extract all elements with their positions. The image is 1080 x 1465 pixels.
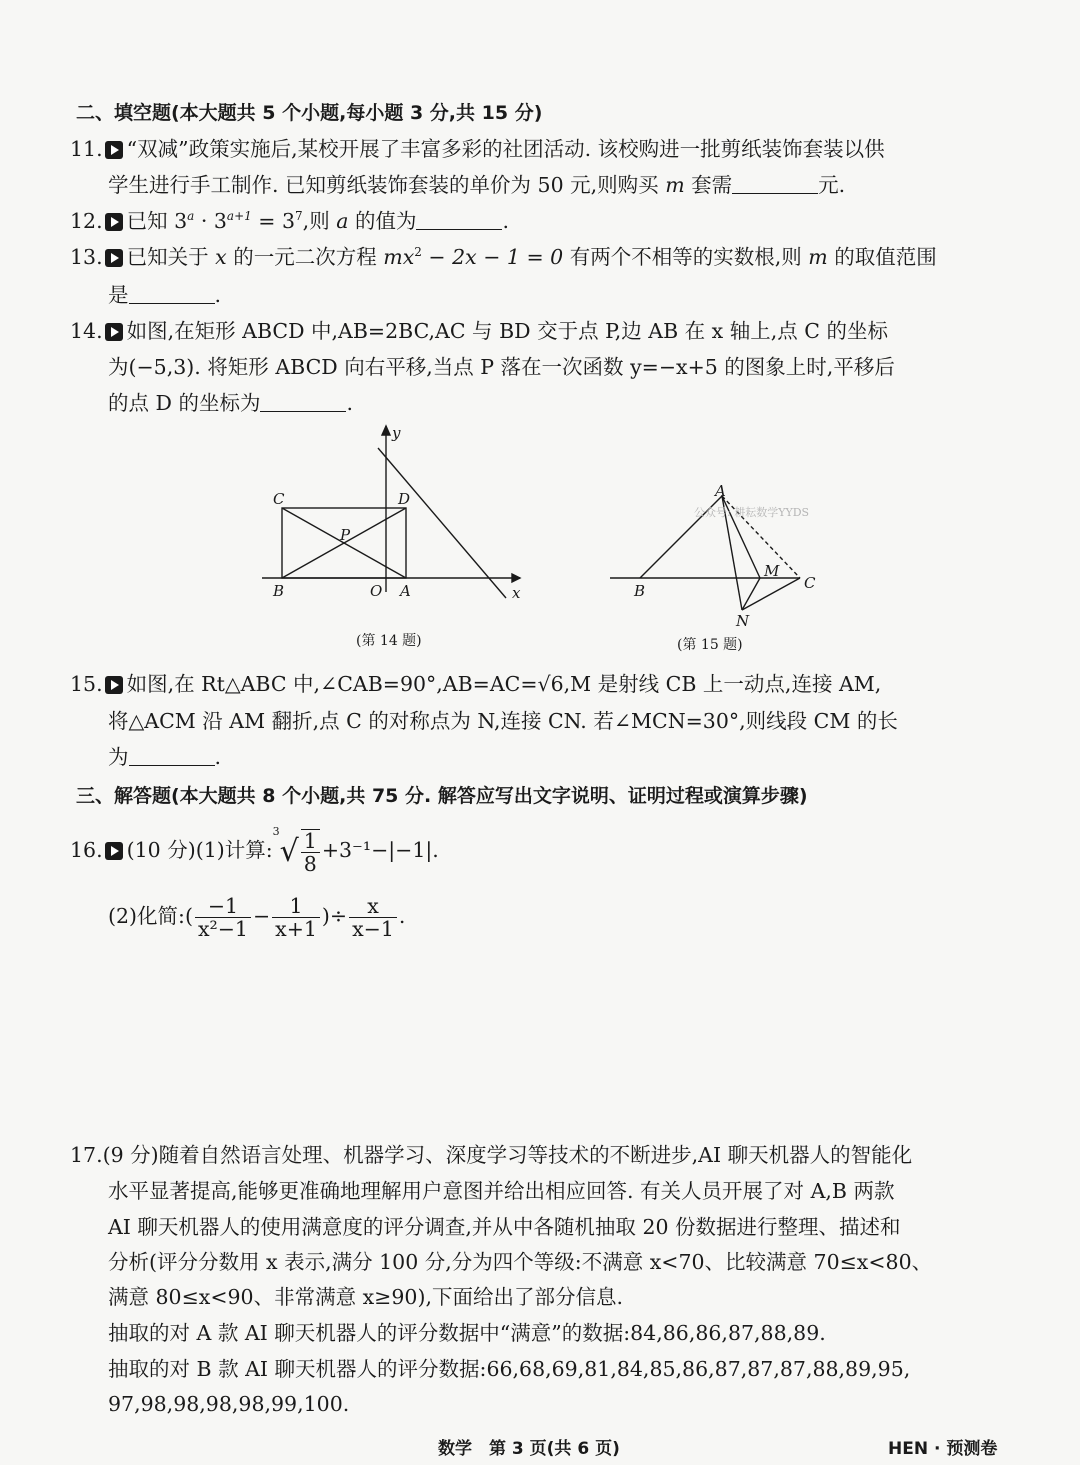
q13-var-m: m xyxy=(808,245,828,269)
frac1-denominator: x²−1 xyxy=(197,917,248,941)
q12-exp-3: 7 xyxy=(295,209,303,223)
label-a14: A xyxy=(400,582,411,600)
q13-eq-sup: 2 xyxy=(414,245,422,259)
fig14-caption: (第 14 题) xyxy=(356,633,422,649)
q15-line2: 将△ACM 沿 AM 翻折,点 C 的对称点为 N,连接 CN. 若∠MCN=30°,则线段 CM 的长 xyxy=(108,709,898,733)
q11-line2 xyxy=(108,172,845,198)
q15-text-1: 如图,在 Rt△ABC 中,∠CAB=90°,AB=AC=√6,M 是射线 CB 上一动点,连接 AM, xyxy=(126,672,882,696)
frac3-numerator: x xyxy=(349,895,397,918)
answer-blank xyxy=(732,175,818,194)
label-a15: A xyxy=(715,482,726,500)
fraction-1-8 xyxy=(301,829,320,875)
q16-part2 xyxy=(108,888,405,944)
q17-number: 17. xyxy=(70,1143,103,1167)
q14-line1 xyxy=(70,318,888,344)
label-y: y xyxy=(392,424,401,442)
q12-exp-1: a xyxy=(187,209,195,223)
q13-text-b: 的一元二次方程 xyxy=(226,245,384,269)
y-axis-arrow xyxy=(382,426,390,435)
q17-line1 xyxy=(70,1142,912,1168)
line-y-neg-x-plus-5 xyxy=(378,448,506,598)
video-play-icon[interactable] xyxy=(105,213,123,231)
frac2-numerator: 1 xyxy=(272,895,320,918)
label-p: P xyxy=(340,526,351,544)
q17-line8: 97,98,98,98,98,99,100. xyxy=(108,1392,350,1416)
divide-sign: )÷ xyxy=(321,904,348,928)
q17-line7: 抽取的对 B 款 AI 聊天机器人的评分数据:66,68,69,81,84,85,86,87,87,87,88,89,95, xyxy=(108,1357,911,1381)
q15-number: 15. xyxy=(70,672,103,696)
figures-area xyxy=(0,420,1080,660)
section2-header: 二、填空题(本大题共 5 个小题,每小题 3 分,共 15 分) xyxy=(76,102,543,124)
label-b14: B xyxy=(273,582,285,600)
q13-text-c: 有两个不相等的实数根,则 xyxy=(563,245,809,269)
q14-line2: 为(−5,3). 将矩形 ABCD 向右平移,当点 P 落在一次函数 y=−x+5 的图象上时,平移后 xyxy=(108,355,895,379)
q17-line6: 抽取的对 A 款 AI 聊天机器人的评分数据中“满意”的数据:84,86,86,87,88,89. xyxy=(108,1321,826,1345)
q11-text-1: “双减”政策实施后,某校开展了丰富多彩的社团活动. 该校购进一批剪纸装饰套装以供 xyxy=(126,137,885,161)
q11-text-2a: 学生进行手工制作. 已知剪纸装饰套装的单价为 50 元,则购买 xyxy=(108,173,666,197)
q12-text-a: 已知 3 xyxy=(126,209,188,233)
answer-blank xyxy=(416,211,502,230)
video-play-icon[interactable] xyxy=(105,842,123,860)
q15-line1 xyxy=(70,671,881,697)
q16-part2-label: (2)化简:( xyxy=(108,904,193,928)
label-c15: C xyxy=(804,574,816,592)
frac3-denominator: x−1 xyxy=(352,917,394,941)
video-play-icon[interactable] xyxy=(105,249,123,267)
section3-header: 三、解答题(本大题共 8 个小题,共 75 分. 解答应写出文字说明、证明过程或演算步骤) xyxy=(76,785,808,807)
q13-line2 xyxy=(108,282,221,308)
q16-end: . xyxy=(398,904,406,928)
minus-sign: − xyxy=(252,904,271,928)
fig15-caption: (第 15 题) xyxy=(677,637,743,653)
q16-part1-tail: +3⁻¹−|−1|. xyxy=(321,838,439,862)
label-m: M xyxy=(764,562,780,580)
label-n: N xyxy=(736,612,750,630)
video-play-icon[interactable] xyxy=(105,323,123,341)
q14-text-end: . xyxy=(346,391,353,415)
q14-text-3: 的点 D 的坐标为 xyxy=(108,391,261,415)
label-b15: B xyxy=(634,582,646,600)
q13-text-2: 是 xyxy=(108,283,129,307)
watermark: 公众号: 耕耘数学YYDS xyxy=(694,506,810,519)
q17-line3: AI 聊天机器人的使用满意度的评分调查,并从中各随机抽取 20 份数据进行整理、描述和 xyxy=(108,1215,901,1239)
q15-line3 xyxy=(108,744,221,770)
label-d: D xyxy=(398,490,411,508)
q12-exp-2: a+1 xyxy=(226,209,252,223)
answer-blank xyxy=(260,393,346,412)
label-c14: C xyxy=(273,490,285,508)
q16-number: 16. xyxy=(70,838,103,862)
label-o: O xyxy=(370,582,383,600)
q13-eq-1: mx xyxy=(383,245,415,269)
frac2-denominator: x+1 xyxy=(275,917,317,941)
x-axis-arrow xyxy=(512,574,520,582)
q14-text-1: 如图,在矩形 ABCD 中,AB=2BC,AC 与 BD 交于点 P,边 AB 在 x 轴上,点 C 的坐标 xyxy=(126,319,888,343)
frac-numerator: 1 xyxy=(301,830,320,853)
q12-line xyxy=(70,208,509,234)
q13-text-d: 的取值范围 xyxy=(827,245,937,269)
q11-var-m: m xyxy=(665,173,685,197)
q12-var-a: a xyxy=(336,209,349,233)
q13-text-a: 已知关于 xyxy=(126,245,216,269)
q13-number: 13. xyxy=(70,245,103,269)
q12-text-e: 的值为 xyxy=(348,209,417,233)
q15-text-end: . xyxy=(214,745,222,769)
fraction-3 xyxy=(349,895,397,940)
q16-part1-label: (10 分)(1)计算: xyxy=(126,838,273,862)
q12-number: 12. xyxy=(70,209,103,233)
cube-root-index: 3 xyxy=(272,825,280,838)
q13-eq-2: − 2x − 1 = 0 xyxy=(421,245,564,269)
q15-text-3: 为 xyxy=(108,745,129,769)
q12-text-end: . xyxy=(502,209,510,233)
q13-text-end: . xyxy=(214,283,222,307)
frac1-numerator: −1 xyxy=(195,895,251,918)
page-footer-center: 数学 第 3 页(共 6 页) xyxy=(438,1439,620,1459)
q17-line5: 满意 80≤x<90、非常满意 x≥90),下面给出了部分信息. xyxy=(108,1285,623,1309)
fraction-2 xyxy=(272,895,320,940)
q17-text-1: (9 分)随着自然语言处理、机器学习、深度学习等技术的不断进步,AI 聊天机器人的智能化 xyxy=(102,1143,913,1167)
video-play-icon[interactable] xyxy=(105,141,123,159)
q17-line4: 分析(评分分数用 x 表示,满分 100 分,分为四个等级:不满意 x<70、比较满意 70≤x<80、 xyxy=(108,1250,933,1274)
fraction-1 xyxy=(195,895,251,940)
q13-line1 xyxy=(70,244,937,270)
q13-var-x: x xyxy=(215,245,227,269)
q11-line1 xyxy=(70,136,885,162)
page-footer-right: HEN · 预测卷 xyxy=(888,1439,998,1459)
q12-text-b: · 3 xyxy=(194,209,227,233)
answer-blank xyxy=(129,747,215,766)
q11-text-2b: 套需 xyxy=(684,173,733,197)
q14-line3 xyxy=(108,390,353,416)
q14-number: 14. xyxy=(70,319,103,343)
video-play-icon[interactable] xyxy=(105,676,123,694)
q12-text-d: ,则 xyxy=(302,209,337,233)
q11-text-end: 元. xyxy=(818,173,846,197)
radical-sign: √ xyxy=(279,834,299,869)
label-x: x xyxy=(512,584,521,602)
q16-part1 xyxy=(70,820,439,880)
q11-number: 11. xyxy=(70,137,103,161)
q17-line2: 水平显著提高,能够更准确地理解用户意图并给出相应回答. 有关人员开展了对 A,B 两款 xyxy=(108,1179,895,1203)
frac-denominator: 8 xyxy=(303,851,317,876)
answer-blank xyxy=(129,285,215,304)
q12-text-c: = 3 xyxy=(251,209,296,233)
